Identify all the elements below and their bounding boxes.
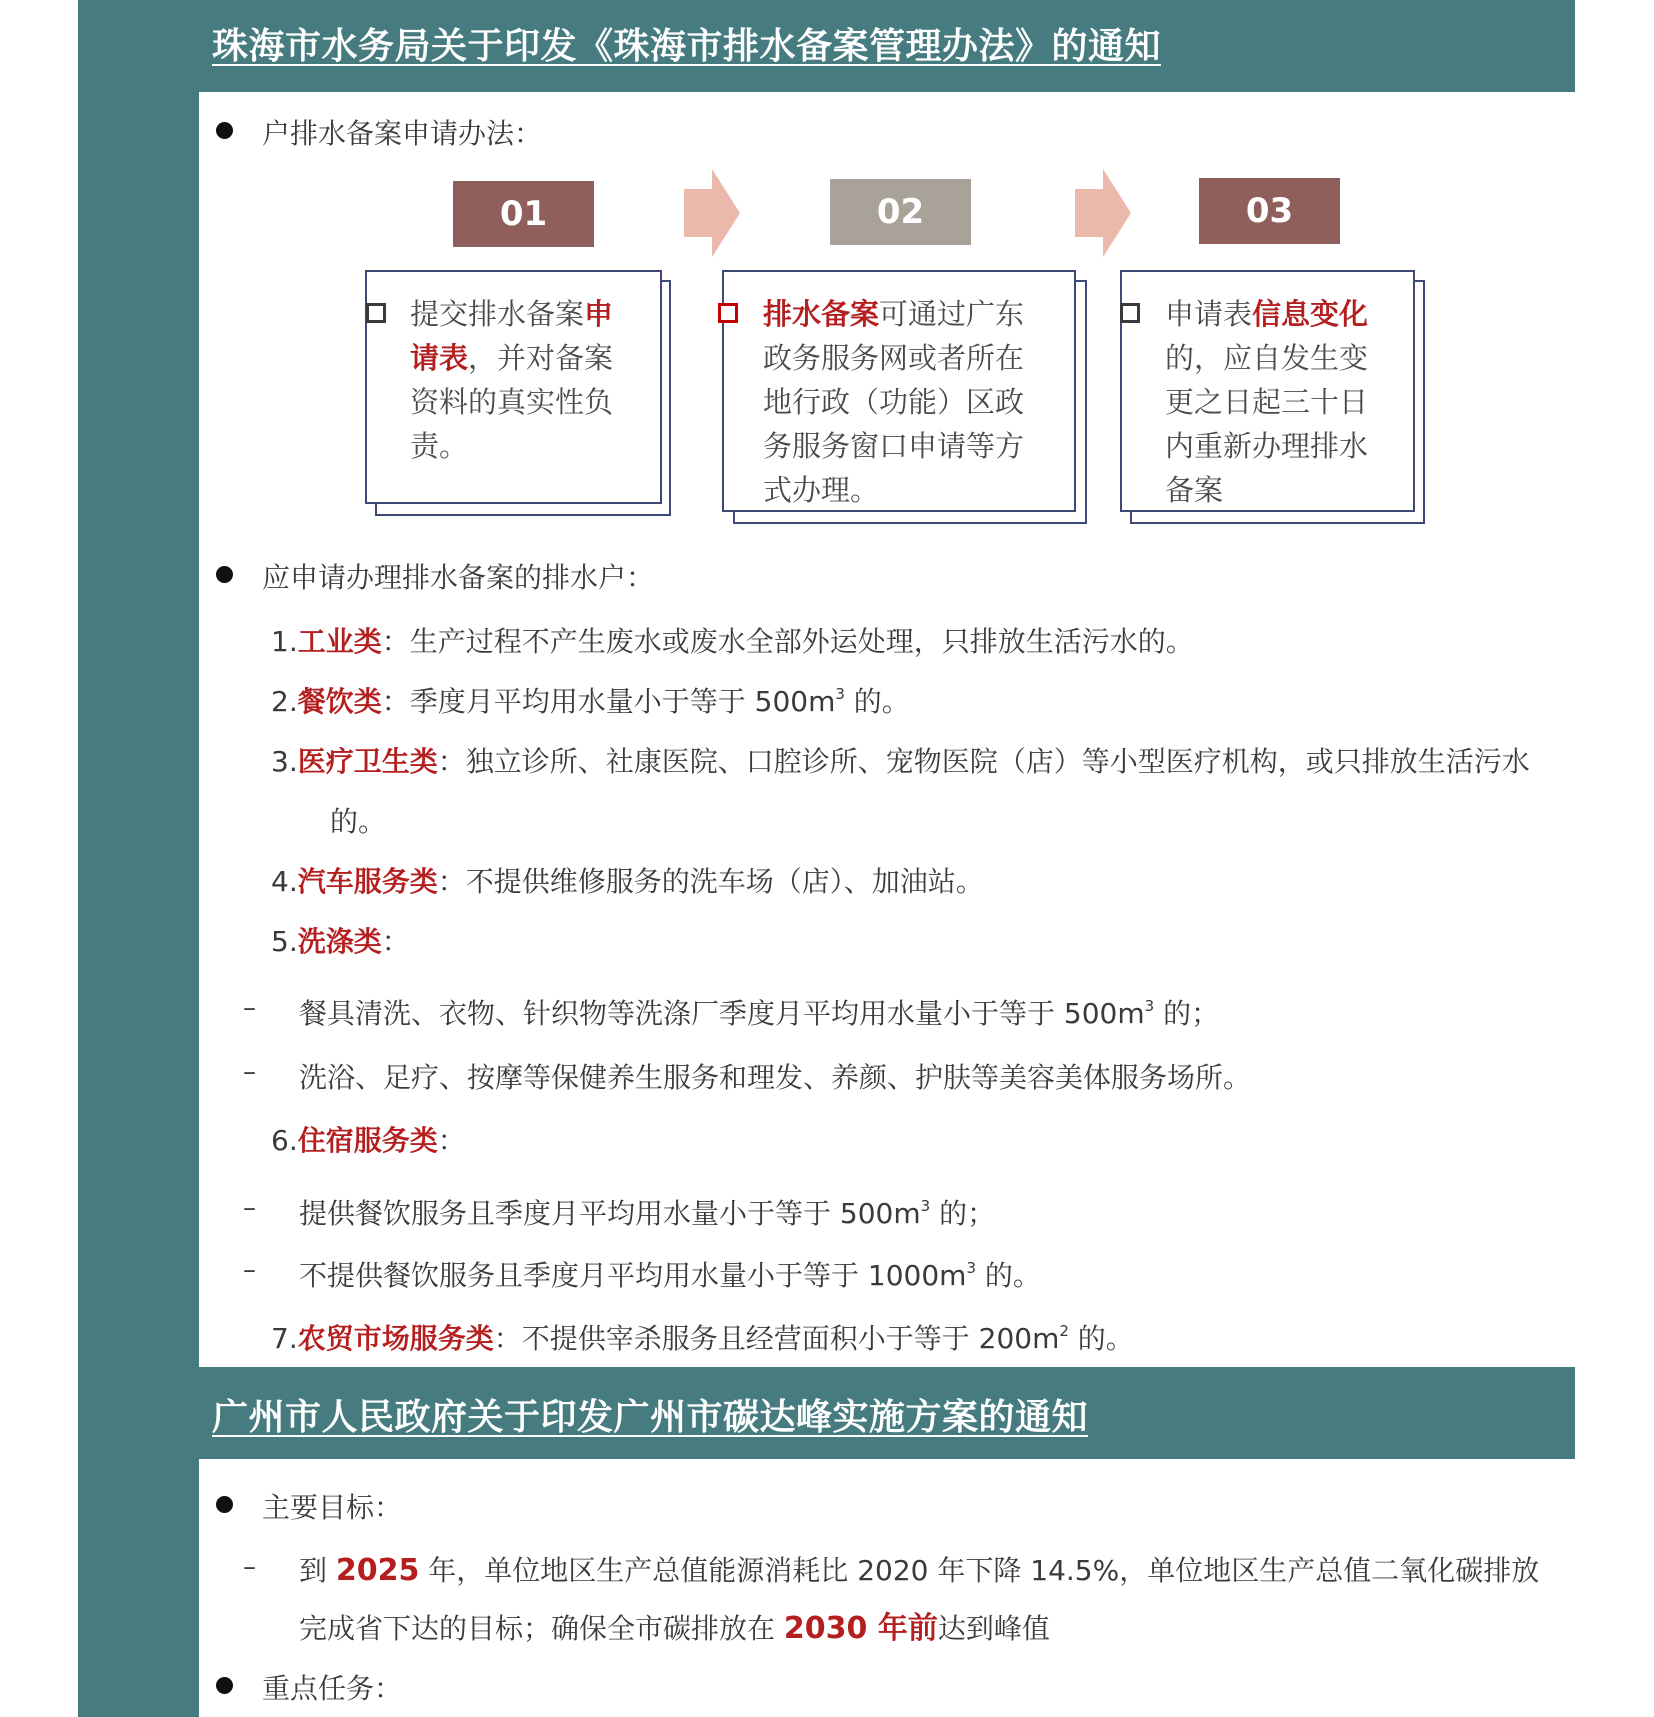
dash-marker: – (243, 1552, 256, 1582)
step-02-label: 02 (830, 179, 971, 245)
bullet-dot (216, 122, 233, 139)
list-item-lodging: 6.住宿服务类： (271, 1124, 466, 1157)
step-02-text: 排水备案可通过广东 政务服务网或者所在 地行政（功能）区政 务服务窗口申请等方 式办理。 (763, 297, 1025, 507)
bullet-main-goals: 主要目标： (262, 1491, 403, 1524)
lodging-subitem: 不提供餐饮服务且季度月平均用水量小于等于 $1000m^3$ 的。 (299, 1259, 1041, 1292)
bullet-applicable-households: 应申请办理排水备案的排水户： (262, 561, 655, 594)
list-item-automotive: 4.汽车服务类：不提供维修服务的洗车场（店）、加油站。 (271, 865, 984, 898)
lodging-subitem: 提供餐饮服务且季度月平均用水量小于等于 $500m^3$ 的； (299, 1197, 996, 1230)
step-03-text: 申请表信息变化 的，应自发生变 更之日起三十日 内重新办理排水 备案 (1165, 297, 1369, 507)
dash-marker: – (243, 1255, 256, 1285)
list-item-medical: 3.医疗卫生类：独立诊所、社康医院、口腔诊所、宠物医院（店）等小型医疗机构，或只排放生活污水 (271, 745, 1530, 778)
square-bullet-icon (718, 303, 738, 323)
bullet-dot (216, 1677, 233, 1694)
goal-line-2: 完成省下达的目标；确保全市碳排放在 2030 年前达到峰值 (299, 1611, 1050, 1646)
list-item-catering: 2.餐饮类：季度月平均用水量小于等于 $500m^3$ 的。 (271, 685, 910, 718)
section1-title: 珠海市水务局关于印发《珠海市排水备案管理办法》的通知 (212, 26, 1162, 67)
laundry-subitem: 餐具清洗、衣物、针织物等洗涤厂季度月平均用水量小于等于 $500m^3$ 的； (299, 997, 1220, 1030)
section2-title: 广州市人民政府关于印发广州市碳达峰实施方案的通知 (212, 1397, 1089, 1438)
step-03-label: 03 (1199, 178, 1340, 244)
bullet-dot (216, 1496, 233, 1513)
arrow-right-icon (684, 169, 740, 257)
step-01-text: 提交排水备案申 请表，并对备案 资料的真实性负 责。 (410, 297, 614, 463)
goal-line-1: 到 2025 年，单位地区生产总值能源消耗比 2020 年下降 14.5%，单位地区生产总值二氧化碳排放 (299, 1553, 1540, 1588)
step-01-label: 01 (453, 181, 594, 247)
laundry-subitem: 洗浴、足疗、按摩等保健养生服务和理发、养颜、护肤等美容美体服务场所。 (299, 1061, 1252, 1094)
square-bullet-icon (366, 303, 386, 323)
left-decorative-band (78, 0, 199, 1717)
section2-header (78, 1367, 1575, 1459)
bullet-dot (216, 566, 233, 583)
section1-header (78, 0, 1575, 92)
list-item-laundry: 5.洗涤类： (271, 925, 410, 958)
list-item-industrial: 1.工业类：生产过程不产生废水或废水全部外运处理，只排放生活污水的。 (271, 625, 1194, 658)
list-item-farmers-market: 7.农贸市场服务类：不提供宰杀服务且经营面积小于等于 $200m^2$ 的。 (271, 1322, 1134, 1355)
square-bullet-icon (1120, 303, 1140, 323)
dash-marker: – (243, 1057, 256, 1087)
arrow-right-icon (1075, 169, 1131, 257)
list-item-medical-continuation: 的。 (330, 805, 387, 838)
dash-marker: – (243, 993, 256, 1023)
dash-marker: – (243, 1193, 256, 1223)
bullet-application-method: 户排水备案申请办法： (262, 117, 543, 150)
bullet-key-tasks: 重点任务： (262, 1672, 403, 1705)
